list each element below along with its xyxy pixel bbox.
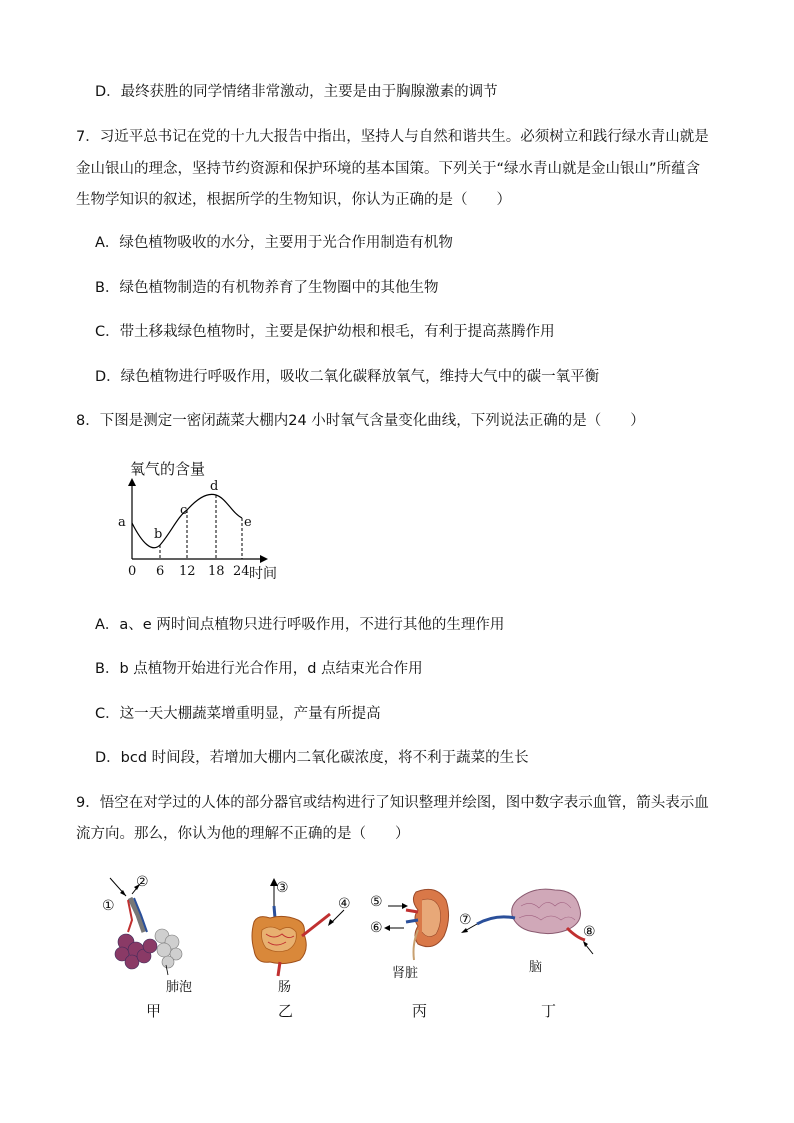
vessel-3-label: ③ bbox=[276, 880, 289, 896]
intestine-figure bbox=[240, 870, 365, 1020]
question-7-stem-line-2: 金山银山的理念，坚持节约资源和保护环境的基本国策。下列关于“绿水青山就是金山银山”所蕴含 bbox=[76, 161, 701, 177]
vessel-6-label: ⑥ bbox=[370, 920, 383, 936]
x-tick-12: 12 bbox=[179, 564, 196, 579]
figure-yi-caption: 乙 bbox=[278, 1002, 294, 1020]
x-tick-6: 6 bbox=[156, 564, 165, 579]
alveoli-label: 肺泡 bbox=[166, 980, 193, 995]
question-7-stem-line-3: 生物学知识的叙述，根据所学的生物知识，你认为正确的是（ ） bbox=[76, 192, 511, 208]
brain-label: 脑 bbox=[529, 960, 543, 975]
question-7-option-c: C．带土移栽绿色植物时，主要是保护幼根和根毛，有利于提高蒸腾作用 bbox=[95, 324, 555, 340]
figure-jia-caption: 甲 bbox=[146, 1002, 162, 1020]
kidney-label: 肾脏 bbox=[392, 966, 419, 981]
question-8-stem: 8．下图是测定一密闭蔬菜大棚内24 小时氧气含量变化曲线，下列说法正确的是（ ） bbox=[76, 413, 645, 429]
question-7-option-d: D．绿色植物进行呼吸作用，吸收二氧化碳释放氧气，维持大气中的碳一氧平衡 bbox=[95, 369, 600, 385]
y-axis-arrow bbox=[128, 478, 136, 486]
brain-figure bbox=[455, 870, 615, 1020]
point-d-label: d bbox=[210, 479, 219, 494]
vessel-1-label: ① bbox=[102, 898, 115, 914]
question-8-option-d: D．bcd 时间段，若增加大棚内二氧化碳浓度，将不利于蔬菜的生长 bbox=[95, 750, 529, 766]
question-9-stem-line-2: 流方向。那么，你认为他的理解不正确的是（ ） bbox=[76, 826, 410, 842]
x-tick-0: 0 bbox=[128, 564, 137, 579]
figure-ding-caption: 丁 bbox=[541, 1002, 557, 1020]
point-e-label: e bbox=[244, 515, 252, 530]
x-axis-arrow bbox=[260, 555, 268, 563]
point-a-label: a bbox=[118, 515, 126, 530]
question-9-stem-line-1: 9．悟空在对学过的人体的部分器官或结构进行了知识整理并绘图，图中数字表示血管，箭头表示血 bbox=[76, 795, 709, 811]
kidney-figure bbox=[366, 870, 466, 1020]
point-b-label: b bbox=[154, 527, 163, 542]
question-8-option-a: A．a、e 两时间点植物只进行呼吸作用，不进行其他的生理作用 bbox=[95, 617, 505, 633]
oxygen-curve-graph bbox=[112, 458, 282, 583]
graph-ylabel: 氧气的含量 bbox=[130, 460, 206, 478]
graph-xlabel: 时间 bbox=[249, 566, 277, 582]
point-c-label: c bbox=[180, 503, 188, 518]
vessel-5-label: ⑤ bbox=[370, 894, 383, 910]
intestine-label: 肠 bbox=[278, 980, 292, 995]
vessel-7-label: ⑦ bbox=[459, 912, 472, 928]
question-7-option-a: A．绿色植物吸收的水分，主要用于光合作用制造有机物 bbox=[95, 235, 453, 251]
x-tick-24: 24 bbox=[233, 564, 250, 579]
vessel-2-label: ② bbox=[136, 874, 149, 890]
question-8-option-b: B．b 点植物开始进行光合作用，d 点结束光合作用 bbox=[95, 661, 423, 677]
question-6-option-d: D．最终获胜的同学情绪非常激动，主要是由于胸腺激素的调节 bbox=[95, 84, 498, 100]
lung-alveoli-figure bbox=[98, 870, 208, 1020]
x-tick-18: 18 bbox=[208, 564, 225, 579]
question-7-stem-line-1: 7．习近平总书记在党的十九大报告中指出，坚持人与自然和谐共生。必须树立和践行绿水青山就是 bbox=[76, 129, 709, 145]
vessel-4-label: ④ bbox=[338, 896, 351, 912]
question-8-option-c: C．这一天大棚蔬菜增重明显，产量有所提高 bbox=[95, 706, 381, 722]
vessel-8-label: ⑧ bbox=[583, 924, 596, 940]
question-7-option-b: B．绿色植物制造的有机物养育了生物圈中的其他生物 bbox=[95, 280, 439, 296]
figure-bing-caption: 丙 bbox=[412, 1002, 428, 1020]
